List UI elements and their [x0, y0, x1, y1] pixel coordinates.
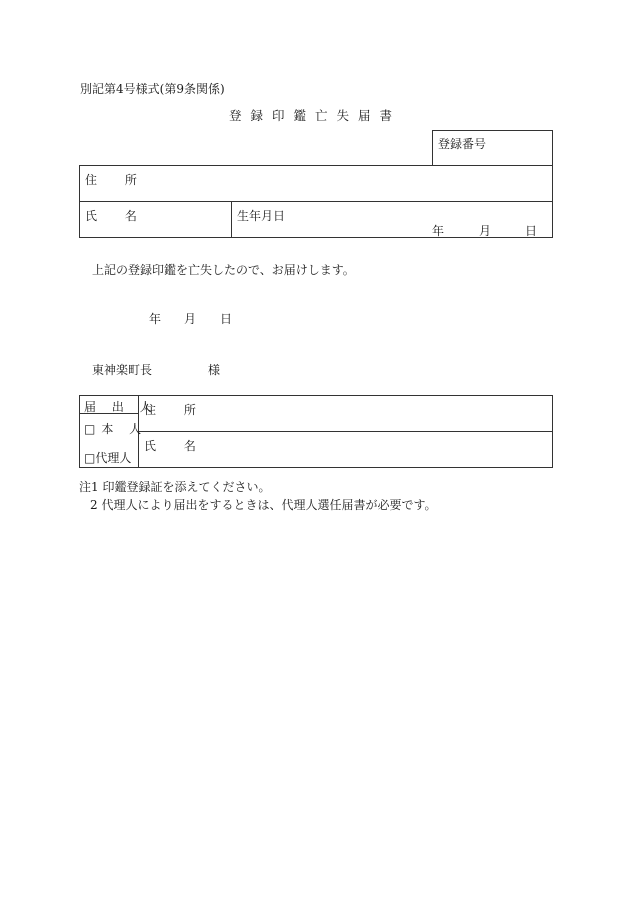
applicant-table-divider	[79, 201, 553, 202]
filer-name-label: 氏 名	[144, 439, 208, 453]
date-month-label: 月	[184, 312, 197, 326]
filer-table-row-divider	[138, 431, 553, 432]
filer-agent-checkbox[interactable]: □代理人	[84, 451, 132, 465]
registration-number-label: 登録番号	[438, 137, 487, 151]
form-number: 別記第4号様式(第9条関係)	[80, 82, 225, 96]
applicant-table-column-divider	[231, 201, 232, 238]
filer-address-label: 住 所	[144, 403, 208, 417]
birthdate-year-label: 年	[432, 224, 445, 238]
statement-text: 上記の登録印鑑を亡失したので、お届けします。	[92, 263, 355, 277]
filer-self-checkbox[interactable]: □本 人	[84, 422, 148, 436]
birthdate-day-label: 日	[525, 224, 538, 238]
birthdate-month-label: 月	[479, 224, 492, 238]
applicant-address-label: 住 所	[85, 173, 149, 187]
addressee-name: 東神楽町長	[92, 363, 153, 377]
date-day-label: 日	[220, 312, 233, 326]
note-1: 注1 印鑑登録証を添えてください。	[79, 480, 271, 494]
applicant-name-label: 氏 名	[85, 209, 149, 223]
document-title: 登録印鑑亡失届書	[228, 108, 401, 123]
date-year-label: 年	[149, 312, 162, 326]
note-2: 2 代理人により届出をするときは、代理人選任届書が必要です。	[90, 498, 437, 512]
addressee-honorific: 様	[208, 363, 221, 377]
filer-label: 届 出 人	[84, 400, 158, 414]
birthdate-label: 生年月日	[237, 209, 286, 223]
